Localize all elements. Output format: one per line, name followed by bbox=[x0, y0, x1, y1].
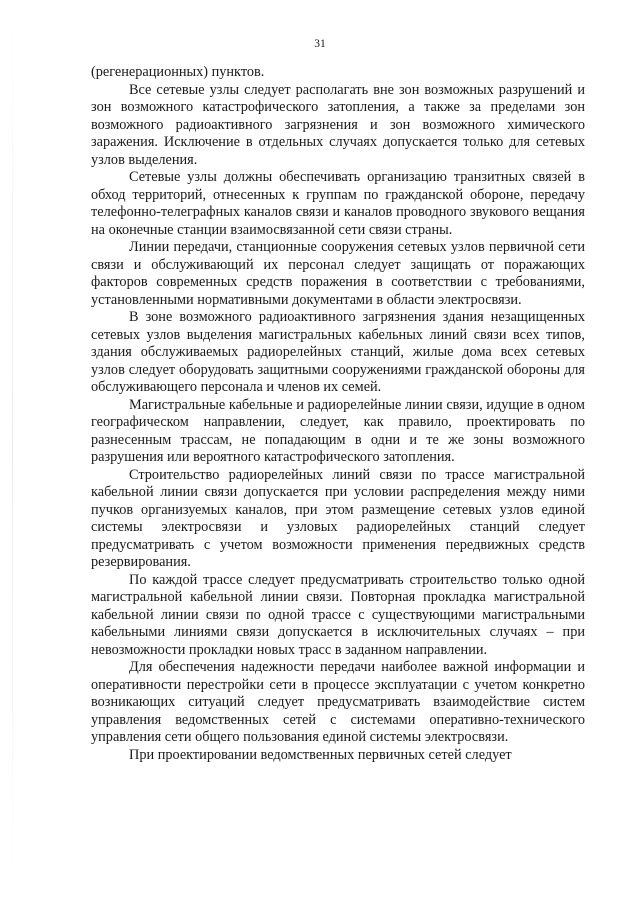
paragraph: Магистральные кабельные и радиорелейные линии связи, идущие в одном географическом направлении, следует, как правило, проектировать по разнесенным трассам, не попадающим в одни и те же зоны возможного разрушения или вероятного катастрофического затопления. bbox=[91, 396, 585, 465]
body-text bbox=[91, 64, 585, 764]
paragraph: При проектировании ведомственных первичных сетей следует bbox=[129, 746, 512, 763]
paragraph: В зоне возможного радиоактивного загрязнения здания незащищенных сетевых узлов выделения магистральных кабельных линий связи всех типов, здания обслуживаемых радиорелейных станций, жилые дома всех сетевых узлов следует оборудовать защитными сооружениями гражданской обороны для обслуживающего персонала и членов их семей. bbox=[91, 309, 585, 395]
paragraph: Все сетевые узлы следует располагать вне зон возможных разрушений и зон возможного катастрофического затопления, а также за пределами зон возможного радиоактивного загрязнения и зон возможного химического заражения. Исключение в отдельных случаях допускается только для сетевых узлов выделения. bbox=[91, 81, 585, 168]
paragraph-continuation: (регенерационных) пунктов. bbox=[91, 64, 265, 80]
paragraph: По каждой трассе следует предусматривать строительство только одной магистральной кабельной линии связи. Повторная прокладка магистральной кабельной линии связи по одной трассе с существующими магистральными кабельными линиями связи допускается в исключительных случаях – при невозможности прокладки новых трасс в заданном направлении. bbox=[91, 571, 585, 658]
paragraph: Линии передачи, станционные сооружения сетевых узлов первичной сети связи и обслуживающий их персонал следует защищать от поражающих факторов современных средств поражения в соответствии с требованиями, установленными нормативными документами в области электросвязи. bbox=[91, 239, 585, 308]
paragraph: Сетевые узлы должны обеспечивать организацию транзитных связей в обход территорий, отнесенных к группам по гражданской обороне, передачу телефонно-телеграфных каналов связи и каналов проводного звукового вещания на оконечные станции взаимосвязанной сети связи страны. bbox=[91, 169, 585, 238]
scan-edge-shadow bbox=[12, 0, 13, 903]
paragraph: Строительство радиорелейных линий связи по трассе магистральной кабельной линии связи допускается при условии распределения между ними пучков организуемых каналов, при этом размещение сетевых узлов единой системы электросвязи и узловых радиорелейных станций следует предусматривать с учетом возможности применения передвижных средств резервирования. bbox=[91, 466, 585, 570]
paragraph: Для обеспечения надежности передачи наиболее важной информации и оперативности перестройки сети в процессе эксплуатации с учетом конкретно возникающих ситуаций следует предусматривать взаимодействие систем управления ведомственных сетей с системами оперативно-технического управления сети общего пользования единой системы электросвязи. bbox=[91, 659, 585, 745]
page-number: 31 bbox=[314, 38, 326, 50]
